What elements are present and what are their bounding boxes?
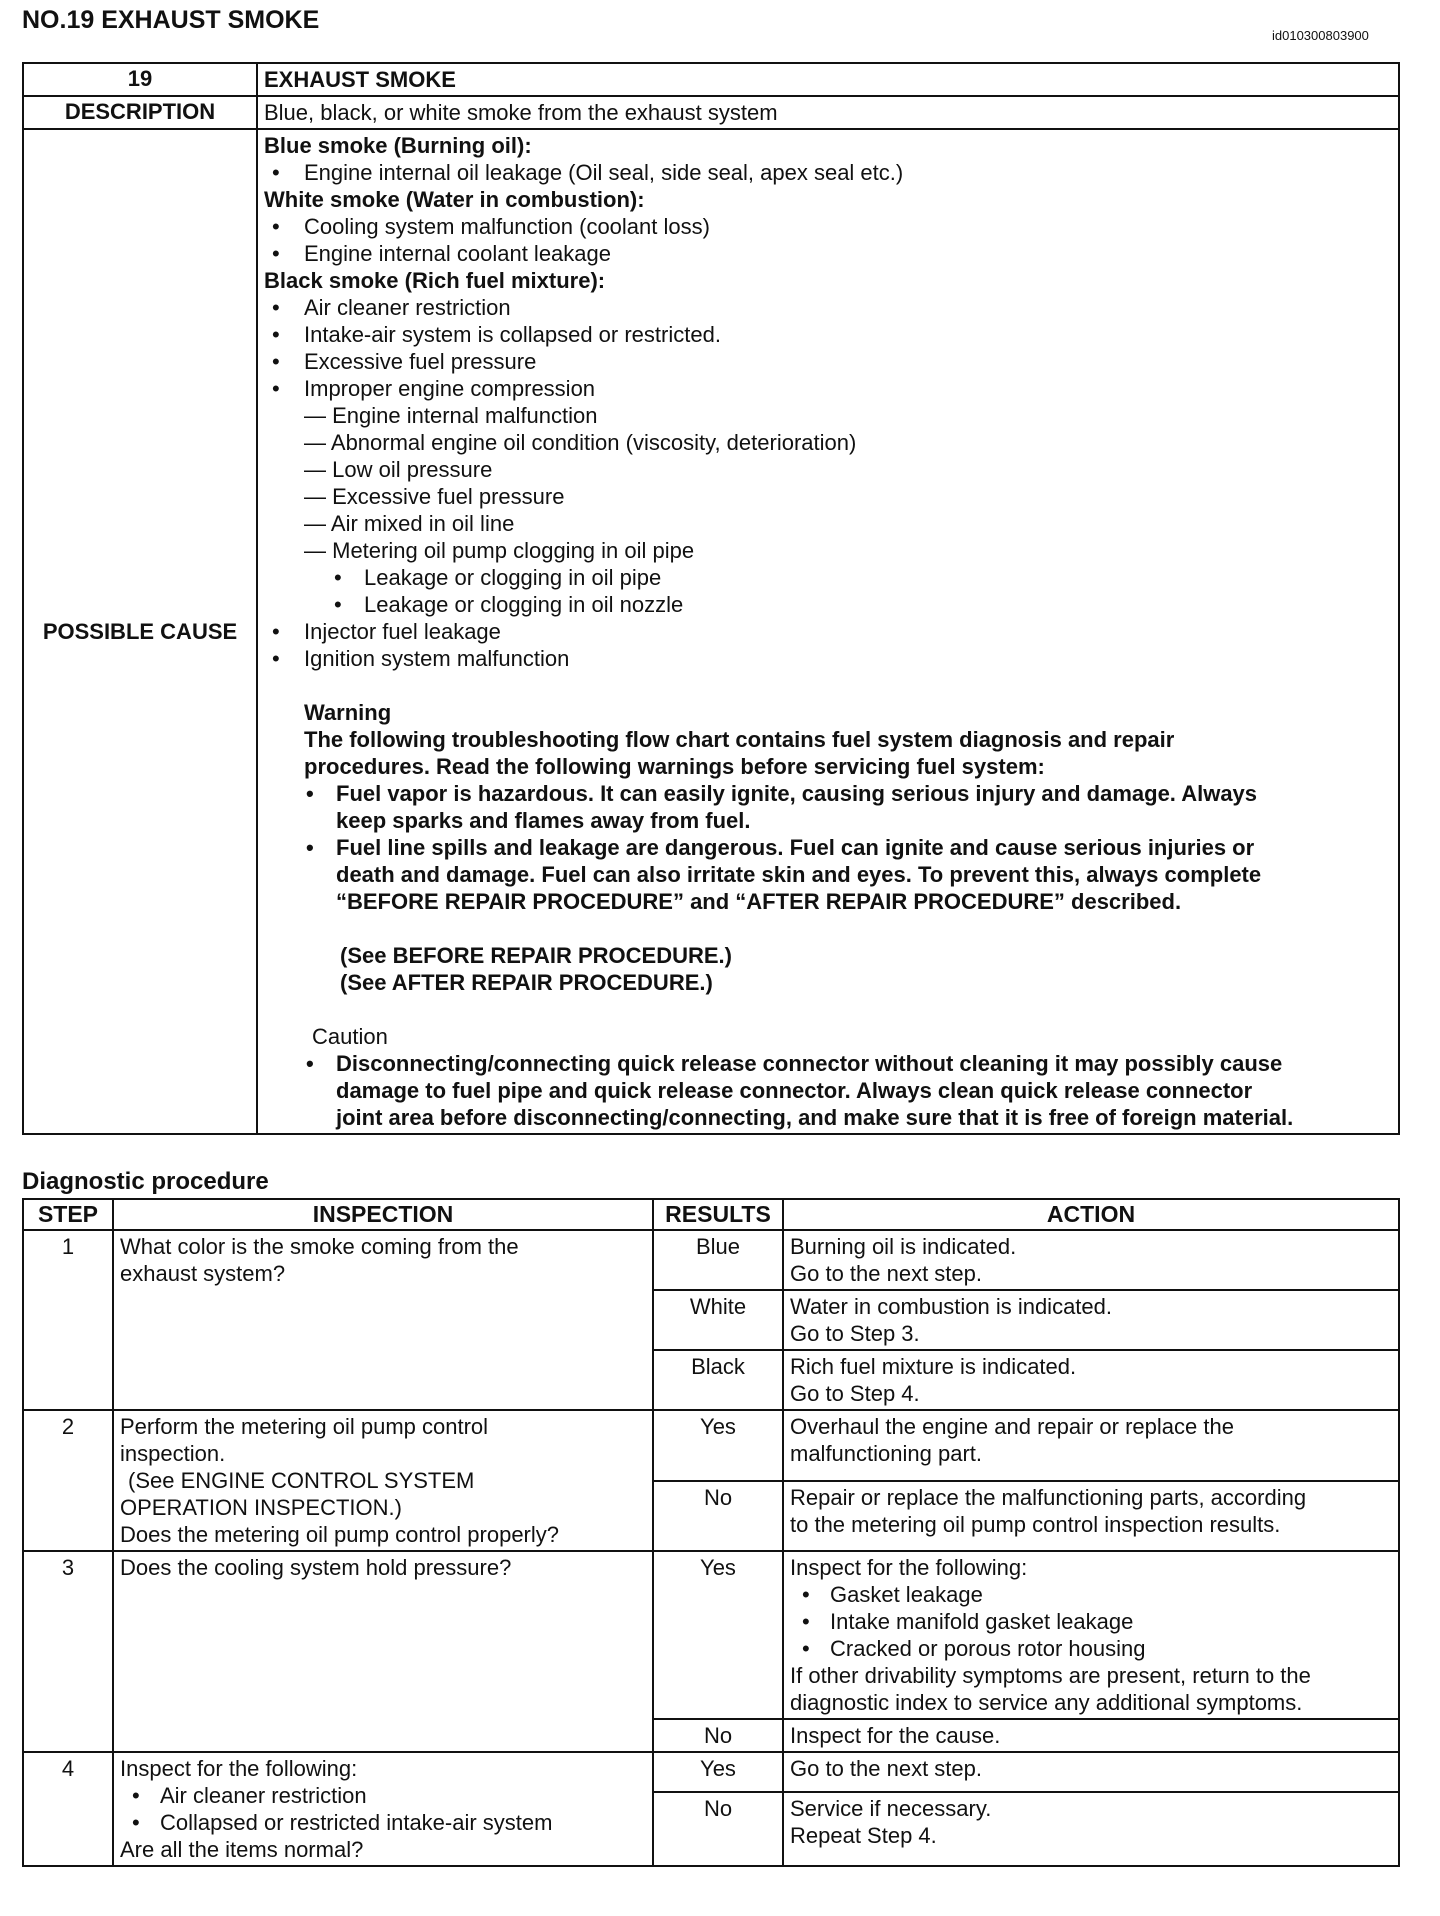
cause-item: • Engine internal oil leakage (Oil seal, side seal, apex seal etc.) [264, 159, 1392, 186]
cause-subitem: — Metering oil pump clogging in oil pipe [304, 538, 695, 563]
action-cell [783, 1551, 1399, 1719]
caution-bullet-cont: damage to fuel pipe and quick release connector. Always clean quick release connector [336, 1078, 1253, 1103]
cause-item: • Excessive fuel pressure [264, 348, 1392, 375]
inspection-text: Does the metering oil pump control properly? [120, 1522, 560, 1547]
inspection-text: Are all the items normal? [120, 1837, 364, 1862]
action-text: Repeat Step 4. [790, 1823, 937, 1849]
warning-title: Warning [304, 700, 392, 725]
inspection-text: inspection. [120, 1441, 226, 1466]
inspection-cell [113, 1230, 653, 1410]
action-cell [783, 1350, 1399, 1410]
cause-subitem: — Engine internal malfunction [304, 403, 598, 428]
result-cell: Yes [653, 1551, 783, 1719]
cause-item: • Ignition system malfunction [264, 645, 1392, 672]
inspection-text: exhaust system? [120, 1261, 286, 1286]
document-id: id010300803900 [1272, 28, 1369, 43]
action-text: Repair or replace the malfunctioning parts, according [790, 1484, 1307, 1510]
possible-cause-row [23, 129, 1399, 1134]
blue-smoke-heading: Blue smoke (Burning oil): [264, 133, 532, 158]
action-text: Overhaul the engine and repair or replace the [790, 1414, 1234, 1439]
action-text: Go to Step 3. [790, 1321, 920, 1346]
diagnostic-header-row [23, 1199, 1399, 1230]
table-row [23, 1230, 1399, 1290]
result-cell: No [653, 1719, 783, 1752]
action-cell [783, 1230, 1399, 1290]
warning-bullet: • Fuel vapor is hazardous. It can easily ignite, causing serious injury and damage. Always [264, 780, 1392, 807]
inspection-cell [113, 1551, 653, 1752]
action-text: Rich fuel mixture is indicated. [790, 1354, 1077, 1379]
action-text: Service if necessary. [790, 1796, 992, 1822]
cause-item: • Improper engine compression [264, 375, 1392, 402]
action-item: • Intake manifold gasket leakage [790, 1608, 1392, 1635]
summary-table [22, 62, 1400, 1135]
action-cell [783, 1290, 1399, 1350]
table-row [23, 1410, 1399, 1481]
caution-bullet-cont: joint area before disconnecting/connecting, and make sure that it is free of foreign material. [336, 1105, 1294, 1130]
inspection-item: • Air cleaner restriction [120, 1782, 646, 1809]
see-link[interactable]: OPERATION INSPECTION.) [120, 1495, 402, 1520]
action-cell: Go to the next step. [783, 1752, 1399, 1792]
action-cell [783, 1792, 1399, 1866]
col-results: RESULTS [653, 1199, 783, 1230]
action-text: If other drivability symptoms are present, return to the [790, 1663, 1311, 1688]
action-cell [783, 1481, 1399, 1552]
inspection-cell [113, 1410, 653, 1551]
inspection-item: • Collapsed or restricted intake-air system [120, 1809, 646, 1836]
page-title: NO.19 EXHAUST SMOKE [22, 6, 320, 34]
action-cell: Inspect for the cause. [783, 1719, 1399, 1752]
action-text: diagnostic index to service any additional symptoms. [790, 1690, 1303, 1715]
diagnostic-heading: Diagnostic procedure [22, 1168, 269, 1195]
description-text: Blue, black, or white smoke from the exhaust system [257, 96, 1399, 129]
description-row [23, 96, 1399, 129]
action-text: malfunctioning part. [790, 1441, 982, 1466]
step-number: 1 [23, 1230, 113, 1410]
table-row [23, 1551, 1399, 1719]
action-text: Go to Step 4. [790, 1381, 920, 1406]
cause-subitem: — Air mixed in oil line [304, 511, 515, 536]
result-cell: White [653, 1290, 783, 1350]
action-text: Water in combustion is indicated. [790, 1294, 1112, 1319]
black-smoke-heading: Black smoke (Rich fuel mixture): [264, 268, 606, 293]
action-text: Go to the next step. [790, 1261, 983, 1286]
action-item: • Cracked or porous rotor housing [790, 1635, 1392, 1662]
warning-bullet: • Fuel line spills and leakage are dangerous. Fuel can ignite and cause serious injuries or [264, 834, 1392, 861]
cause-item: • Intake-air system is collapsed or restricted. [264, 321, 1392, 348]
warning-bullet-cont: keep sparks and flames away from fuel. [336, 808, 751, 833]
white-smoke-heading: White smoke (Water in combustion): [264, 187, 645, 212]
col-step: STEP [23, 1199, 113, 1230]
col-inspection: INSPECTION [113, 1199, 653, 1230]
action-cell [783, 1410, 1399, 1481]
action-text: to the metering oil pump control inspection results. [790, 1511, 1281, 1537]
inspection-text: Inspect for the following: [120, 1756, 358, 1781]
see-before-repair-link[interactable]: (See BEFORE REPAIR PROCEDURE.) [340, 943, 732, 968]
warning-intro: procedures. Read the following warnings before servicing fuel system: [304, 754, 1045, 779]
caution-title: Caution [312, 1024, 388, 1049]
inspection-text: Does the cooling system hold pressure? [120, 1555, 512, 1580]
cause-subsubitem: • Leakage or clogging in oil pipe [264, 564, 1392, 591]
inspection-text: What color is the smoke coming from the [120, 1234, 519, 1259]
see-after-repair-link[interactable]: (See AFTER REPAIR PROCEDURE.) [340, 970, 713, 995]
cause-item: • Cooling system malfunction (coolant loss) [264, 213, 1392, 240]
inspection-cell [113, 1752, 653, 1866]
possible-cause-content [257, 129, 1399, 1134]
description-label: DESCRIPTION [23, 96, 257, 129]
step-number: 4 [23, 1752, 113, 1866]
cause-subsubitem: • Leakage or clogging in oil nozzle [264, 591, 1392, 618]
summary-header-row [23, 63, 1399, 96]
cause-item: • Air cleaner restriction [264, 294, 1392, 321]
symptom-name: EXHAUST SMOKE [257, 63, 1399, 96]
cause-subitem: — Low oil pressure [304, 457, 493, 482]
result-cell: Black [653, 1350, 783, 1410]
step-number: 3 [23, 1551, 113, 1752]
see-link[interactable]: (See ENGINE CONTROL SYSTEM [128, 1468, 475, 1493]
warning-bullet-cont: death and damage. Fuel can also irritate skin and eyes. To prevent this, always complete [336, 862, 1262, 887]
cause-subitem: — Excessive fuel pressure [304, 484, 565, 509]
action-text: Inspect for the following: [790, 1555, 1028, 1580]
caution-bullet: • Disconnecting/connecting quick release connector without cleaning it may possibly cause [264, 1050, 1392, 1077]
action-item: • Gasket leakage [790, 1581, 1392, 1608]
warning-bullet-cont: “BEFORE REPAIR PROCEDURE” and “AFTER REPAIR PROCEDURE” described. [336, 889, 1182, 914]
cause-subitem: — Abnormal engine oil condition (viscosity, deterioration) [304, 430, 857, 455]
cause-item: • Engine internal coolant leakage [264, 240, 1392, 267]
warning-intro: The following troubleshooting flow chart contains fuel system diagnosis and repair [304, 727, 1175, 752]
result-cell: Blue [653, 1230, 783, 1290]
result-cell: Yes [653, 1752, 783, 1792]
col-action: ACTION [783, 1199, 1399, 1230]
symptom-number: 19 [23, 63, 257, 96]
result-cell: No [653, 1792, 783, 1866]
cause-item: • Injector fuel leakage [264, 618, 1392, 645]
step-number: 2 [23, 1410, 113, 1551]
table-row [23, 1752, 1399, 1792]
action-text: Burning oil is indicated. [790, 1234, 1017, 1259]
result-cell: Yes [653, 1410, 783, 1481]
diagnostic-table [22, 1198, 1400, 1867]
result-cell: No [653, 1481, 783, 1552]
possible-cause-label: POSSIBLE CAUSE [23, 129, 257, 1134]
inspection-text: Perform the metering oil pump control [120, 1414, 489, 1439]
